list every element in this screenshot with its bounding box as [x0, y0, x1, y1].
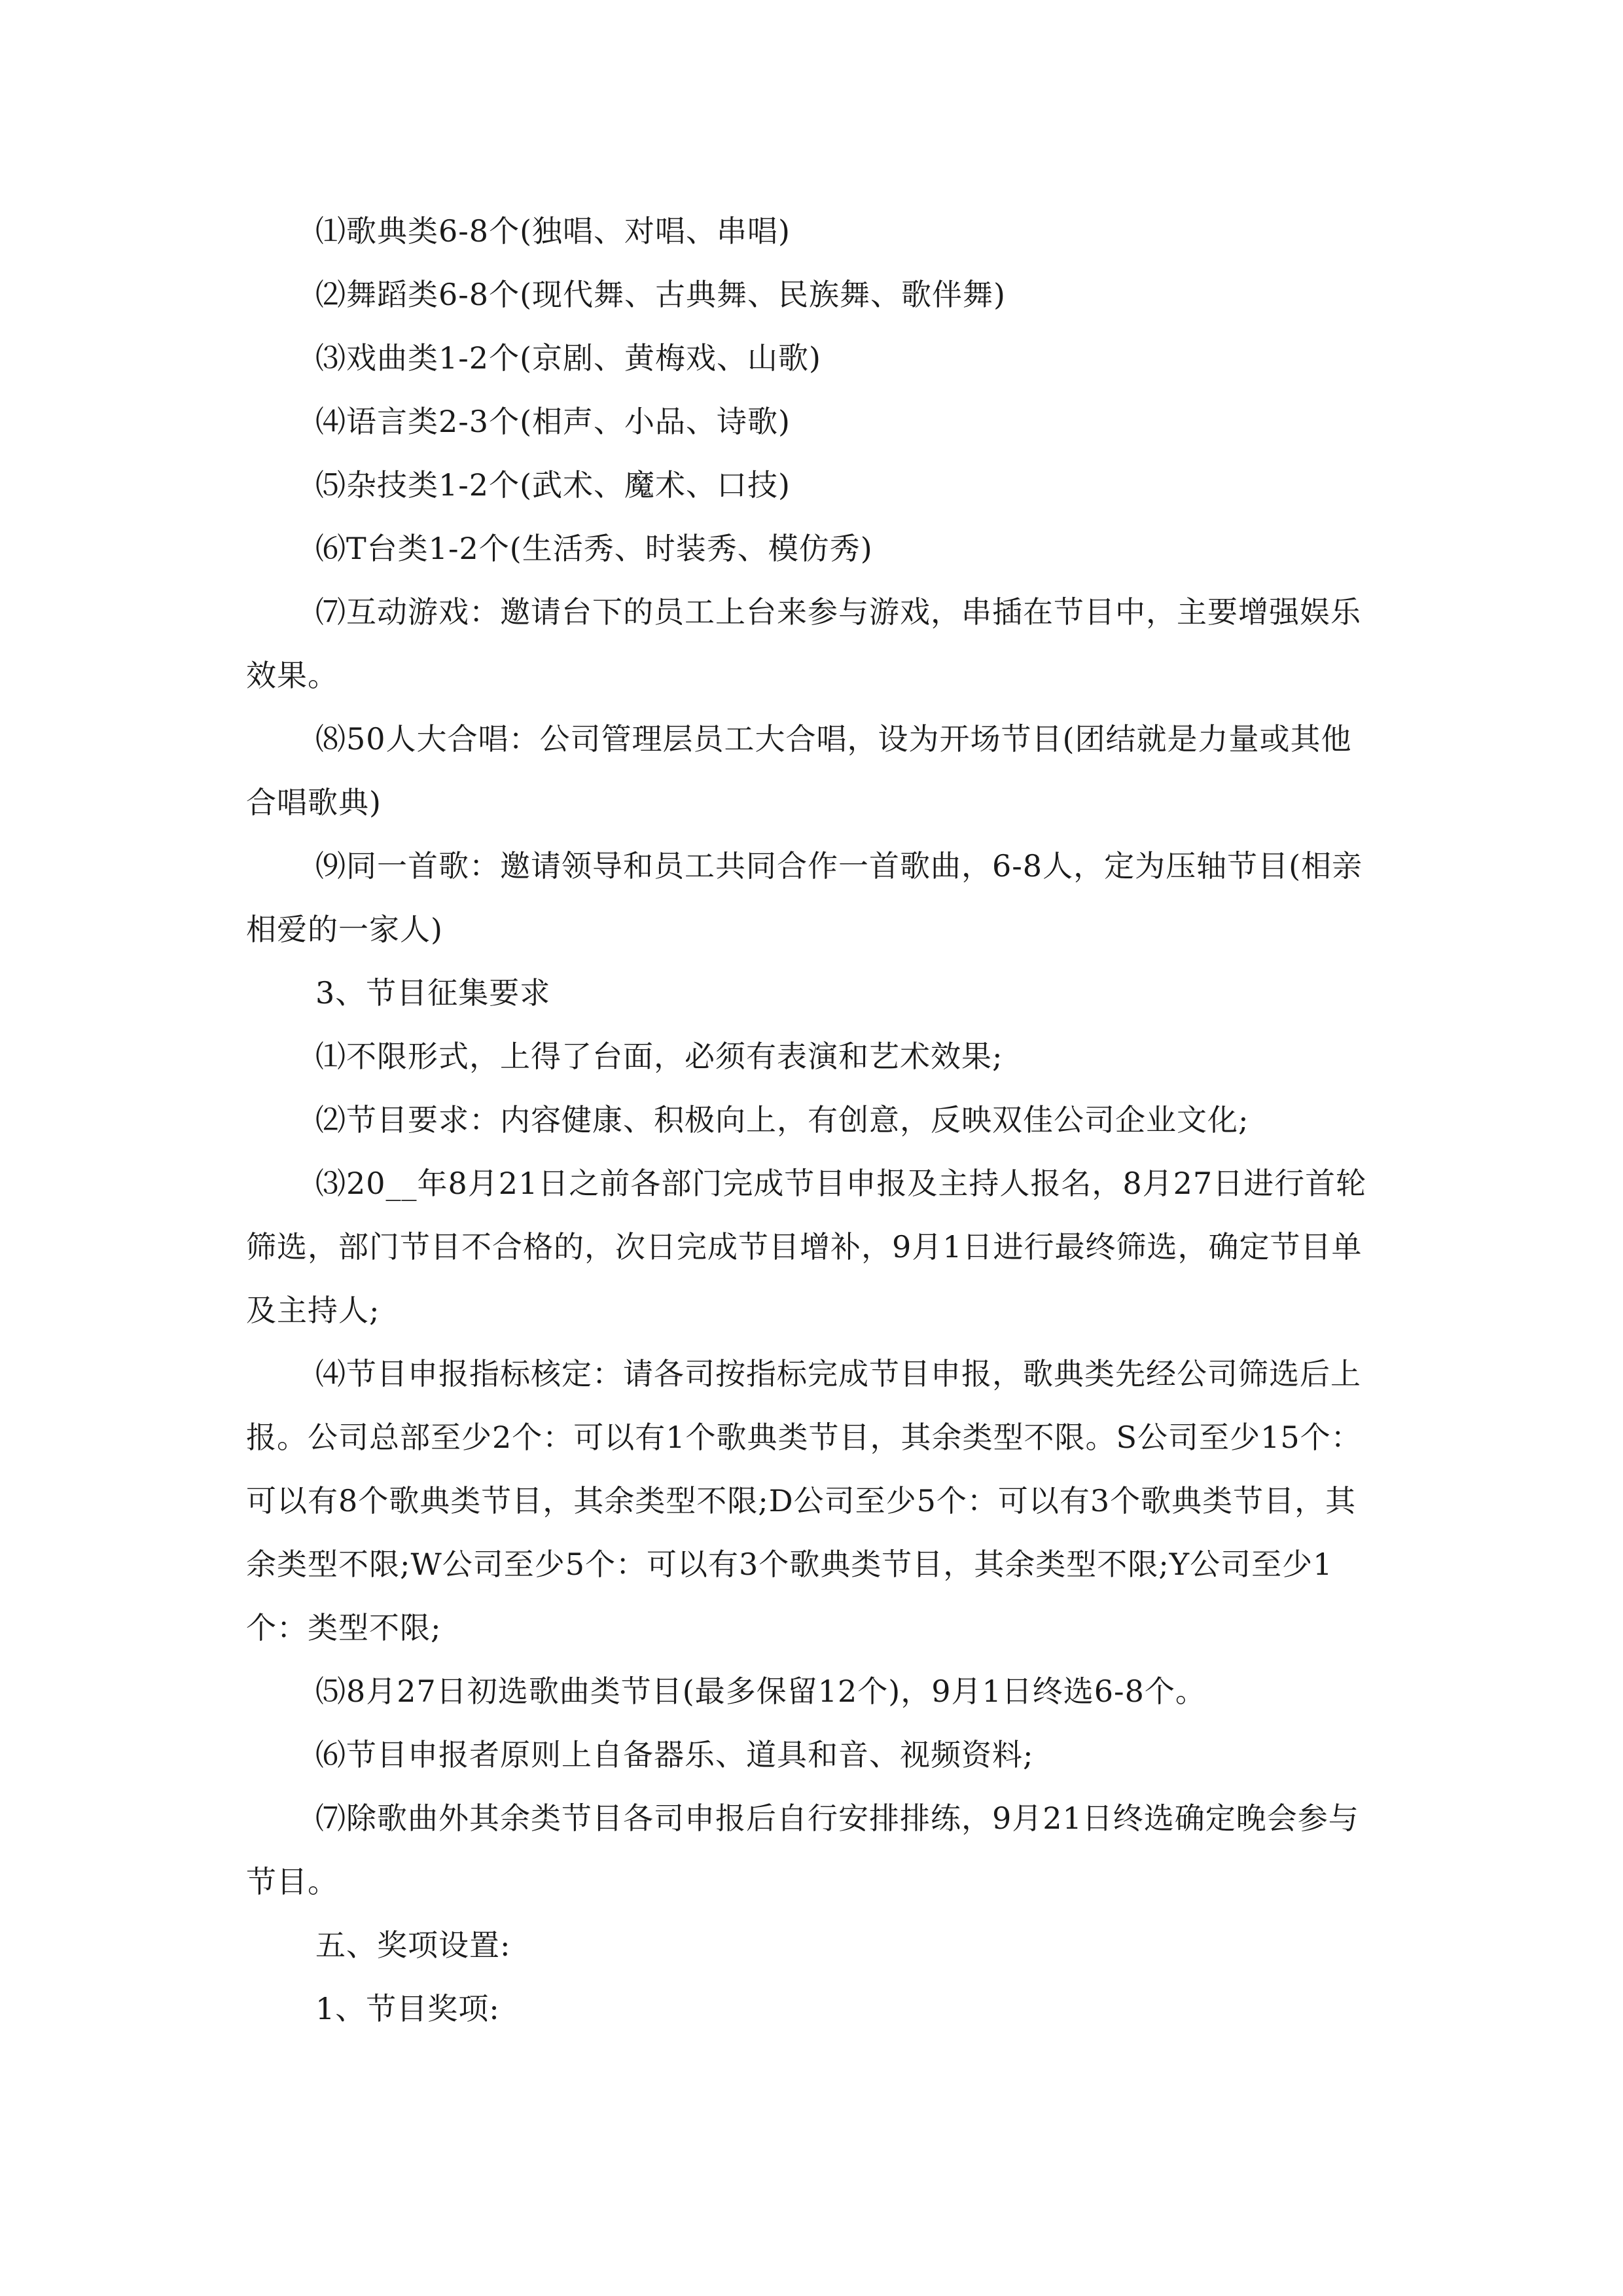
paragraph-item-5: ⑸杂技类1-2个(武术、魔术、口技): [315, 467, 791, 503]
requirement-item-2: ⑵节目要求：内容健康、积极向上，有创意，反映双佳公司企业文化;: [315, 1102, 1249, 1138]
paragraph-item-7: ⑺互动游戏：邀请台下的员工上台来参与游戏，串插在节目中，主要增强娱乐效果。: [246, 594, 1361, 693]
requirement-item-7: ⑺除歌曲外其余类节目各司申报后自行安排排练，9月21日终选确定晚会参与节目。: [246, 1801, 1359, 1899]
section-heading-awards: 五、奖项设置:: [315, 1928, 511, 1963]
paragraph-item-4: ⑷语言类2-3个(相声、小品、诗歌): [315, 404, 791, 439]
requirement-item-4: ⑷节目申报指标核定：请各司按指标完成节目申报，歌典类先经公司筛选后上报。公司总部至少2个：可以有1个歌典类节目，其余类型不限。S公司至少15个：可以有8个歌典类节目，其余类型不限;D公司至少5个：可以有3个歌典类节目，其余类型不限;W公司至少5个：可以有3个歌典类节目，其余类型不限;Y公司至少1个：类型不限;: [246, 1356, 1362, 1645]
document-body: [246, 200, 1382, 2041]
subheading-program-awards: 1、节目奖项:: [315, 1991, 500, 2026]
section-heading-program-requirements: 3、节目征集要求: [315, 975, 551, 1011]
paragraph-item-8: ⑻50人大合唱：公司管理层员工大合唱，设为开场节目(团结就是力量或其他合唱歌典): [246, 721, 1352, 820]
paragraph-item-6: ⑹T台类1-2个(生活秀、时装秀、模仿秀): [315, 531, 873, 566]
paragraph-item-1: ⑴歌典类6-8个(独唱、对唱、串唱): [315, 213, 791, 249]
requirement-item-3: ⑶20__年8月21日之前各部门完成节目申报及主持人报名，8月27日进行首轮筛选，部门节目不合格的，次日完成节目增补，9月1日进行最终筛选，确定节目单及主持人;: [246, 1166, 1367, 1328]
paragraph-item-9: ⑼同一首歌：邀请领导和员工共同合作一首歌曲，6-8人，定为压轴节目(相亲相爱的一家人): [246, 848, 1363, 947]
paragraph-item-2: ⑵舞蹈类6-8个(现代舞、古典舞、民族舞、歌伴舞): [315, 277, 1006, 312]
requirement-item-1: ⑴不限形式，上得了台面，必须有表演和艺术效果;: [315, 1039, 1003, 1074]
requirement-item-6: ⑹节目申报者原则上自备器乐、道具和音、视频资料;: [315, 1737, 1034, 1772]
requirement-item-5: ⑸8月27日初选歌曲类节目(最多保留12个)，9月1日终选6-8个。: [315, 1674, 1206, 1709]
paragraph-item-3: ⑶戏曲类1-2个(京剧、黄梅戏、山歌): [315, 340, 821, 376]
